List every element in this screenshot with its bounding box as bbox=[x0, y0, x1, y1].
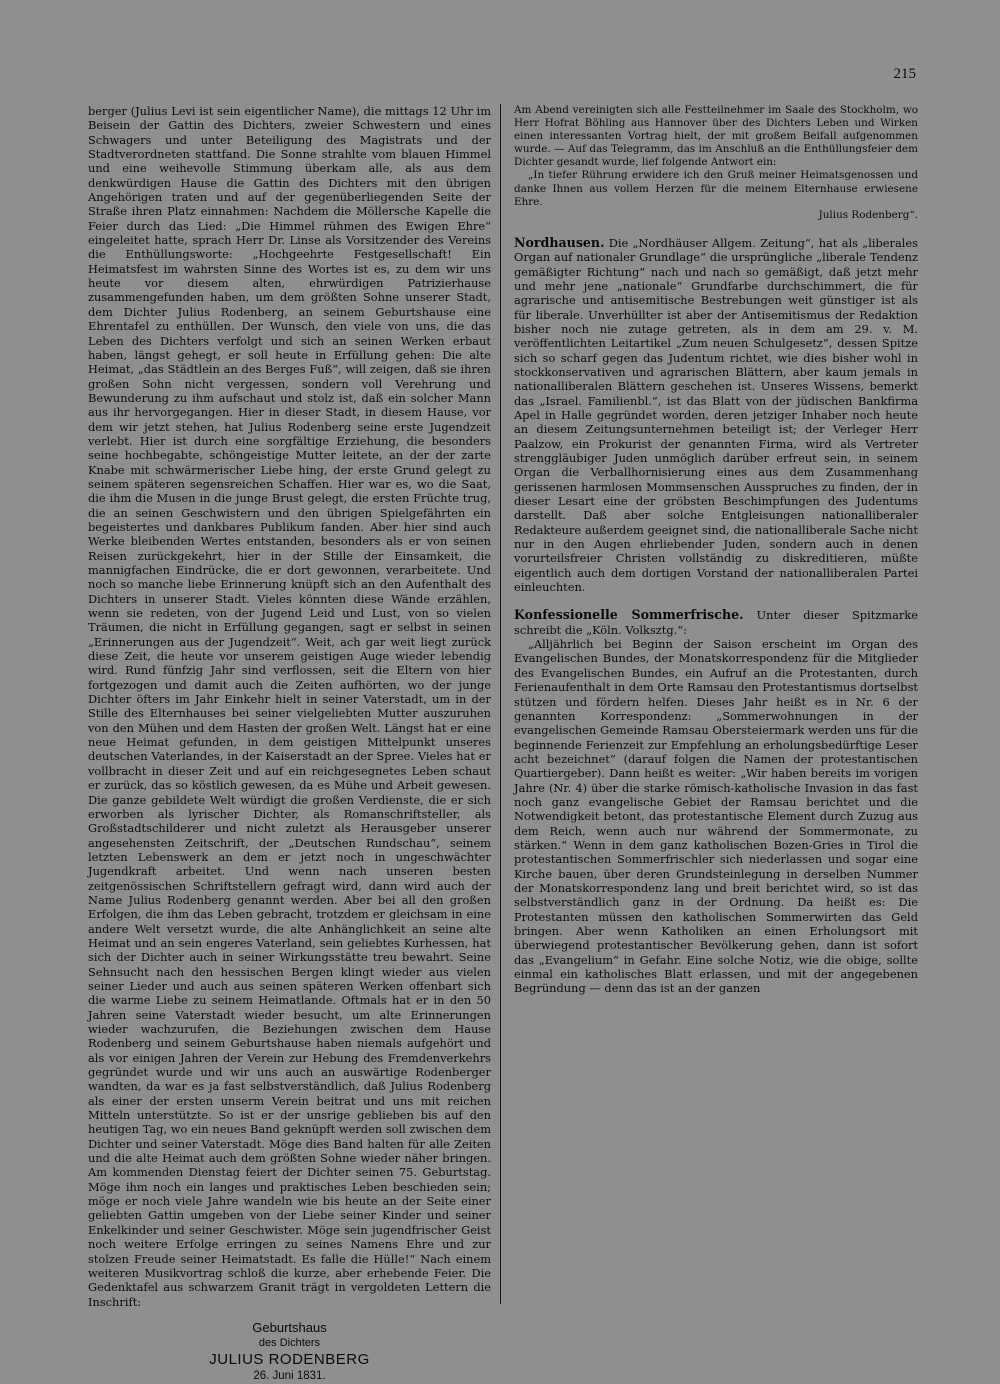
page-number: 215 bbox=[893, 66, 916, 82]
right-column bbox=[514, 104, 918, 996]
plaque-line-of-poet: des Dichters bbox=[258, 1336, 321, 1349]
column-divider bbox=[500, 104, 501, 1304]
sommerfrische-lead: Unter dieser Spitzmarke schreibt die „Köln. Volksztg.“: bbox=[514, 608, 918, 637]
nordhausen-text: Die „Nordhäuser Allgem. Zeitung“, hat als „liberales Organ auf nationaler Grundlage“ die ursprüngliche „liberale Tendenz gemäßigter Richtung“ nach und nach so gemäßigt, daß jetzt mehr und mehr jene „nationale“ Grundfarbe durchschimmert, die für agrarische und antisemitische Bestrebungen weit günstiger ist als für liberale. Unverhüllter ist aber der Antisemitismus der Redaktion bisher noch nie zutage getreten, als in dem am 29. v. M. veröffentlichten Leitartikel „Zum neuen Schulgesetz“, dessen Spitze sich so scharf gegen das Judentum richtet, wie dies bisher wohl in stockkonservativen und agrarischen Blättern, aber kaum jemals in nationalliberalen Blättern geschehen ist. Unseres Wissens, bemerkt das „Israel. Familienbl.“, ist das Blatt von der jüdischen Bankfirma Apel in Halle gegründet worden, deren jetziger Inhaber noch heute an diesem Zeitungsunternehmen beteiligt ist; der Verleger Herr Paalzow, ein Prokurist der genannten Firma, wird als Vertreter strenggläubiger Juden unmöglich darüber erfreut sein, in seinem Organ die Verballhornisierung eines aus dem Zusammenhang gerissenen harmlosen Mommsenschen Ausspruches zu finden, der in dieser Lesart eine der gröbsten Beschimpfungen des Judentums darstellt. Daß aber solche Entgleisungen nationalliberaler Redakteure außerdem geeignet sind, die nationalliberale Sache nicht nur in den Augen ehrliebender Juden, sondern auch in denen vorurteilsfreier Christen vollständig zu diskreditieren, müßte eigentlich auch dem dortigen Vorstand der nationalliberalen Partei einleuchten. bbox=[514, 235, 918, 595]
left-column bbox=[88, 104, 491, 1384]
left-article-text: berger (Julius Levi ist sein eigentlicher Name), die mittags 12 Uhr im Beisein der Gattin des Dichters, zweier Schwestern und eines Schwagers und unter Beteiligung des Magistrats und der Stadtverordneten stattfand. Die Sonne strahlte vom blauen Himmel und eine weihevolle Stimmung überkam alle, als aus dem denkwürdigen Hause die Gattin des Dichters mit den übrigen Angehörigen traten und auf der gegenüberliegenden Seite der Straße ihren Platz einnahmen: Nachdem die Möllersche Kapelle die Feier durch das Lied: „Die Himmel rühmen des Ewigen Ehre“ eingeleitet hatte, sprach Herr Dr. Linse als Vorsitzender des Vereins die Enthüllungsworte: „Hochgeehrte Festgesellschaft! Ein Heimatsfest im wahrsten Sinne des Wortes ist es, zu dem wir uns heute vor diesem alten, ehrwürdigen Patrizierhause zusammengefunden haben, um dem größten Sohne unserer Stadt, dem Dichter Julius Rodenberg, an seinem Geburtshause eine Ehrentafel zu enthüllen. Der Wunsch, den viele von uns, die das Leben des Dichters verfolgt und sich an seinen Werken erbaut haben, längst gehegt, er soll heute in Erfüllung gehen: Die alte Heimat, „das Städtlein an des Berges Fuß“, will zeigen, daß sie ihren großen Sohn nicht vergessen, sondern voll Verehrung und Bewunderung zu ihm aufschaut und stolz ist, daß ein solcher Mann aus ihr hervorgegangen. Hier in dieser Stadt, in diesem Hause, vor dem wir jetzt stehen, hat Julius Rodenberg seine erste Jugendzeit verlebt. Hier ist durch eine sorgfältige Erziehung, die besonders seine hochbegabte, schöngeistige Mutter leitete, an der der zarte Knabe mit schwärmerischer Liebe hing, der erste Grund gelegt zu seinem späteren segensreichen Schaffen. Hier war es, wo die Saat, die ihm die Musen in die junge Brust gelegt, die ersten Früchte trug, die an seinen Geschwistern und den übrigen Spielgefährten ein begeistertes und dankbares Publikum fanden. Aber hier sind auch Werke bleibenden Wertes entstanden, besonders als er von seinen Reisen zurückgekehrt, hier in der Stille der Einsamkeit, die mannigfachen Eindrücke, die er dort gewonnen, verarbeitete. Und noch so manche liebe Erinnerung knüpft sich an den Aufenthalt des Dichters in unserer Stadt. Vieles könnten diese Wände erzählen, wenn sie redeten, von der Jugend Leid und Lust, von so vielen Träumen, die nicht in Erfüllung gegangen, sagt er selbst in seinen „Erinnerungen aus der Jugendzeit“. Weit, ach gar weit liegt zurück diese Zeit, die heute vor unserem geistigen Auge wieder lebendig wird. Rund fünfzig Jahr sind verflossen, seit die Eltern von hier fortgezogen und damit auch die Zeiten aufhörten, wo der junge Dichter öfters im Jahr Einkehr hielt in seiner Vaterstadt, um in der Stille des Elternhauses bei seiner vielgeliebten Mutter auszuruhen von den Mühen und dem Hasten der großen Welt. Längst hat er eine neue Heimat gefunden, in dem geistigen Mittelpunkt unseres deutschen Vaterlandes, in der Kaiserstadt an der Spree. Vieles hat er vollbracht in dieser Zeit und auf ein reichgesegnetes Leben schaut er zurück, das so köstlich gewesen, da es Mühe und Arbeit gewesen. Die ganze gebildete Welt würdigt die großen Verdienste, die er sich erworben als lyrischer Dichter, als Romanschriftsteller, als Großstadtschilderer und nicht zuletzt als Herausgeber unserer angesehensten Zeitschrift, der „Deutschen Rundschau“, seinem letzten Lebenswerk an dem er jetzt noch in ungeschwächter Jugendkraft arbeitet. Und wenn nach unseren besten zeitgenössischen Schriftstellern gefragt wird, dann wird auch der Name Julius Rodenberg genannt werden. Aber bei all den großen Erfolgen, die ihm das Leben gebracht, trotzdem er gleichsam in eine andere Welt versetzt wurde, die alte Anhänglichkeit an seine alte Heimat und an sein engeres Vaterland, sein geliebtes Kurhessen, hat sich der Dichter auch in seiner Wirkungsstätte treu bewahrt. Seine Sehnsucht nach den hessischen Bergen klingt wieder aus vielen seiner Lieder und auch aus seinen späteren Werken offenbart sich die warme Liebe zu seinem Heimatlande. Oftmals hat er in den 50 Jahren seine Vaterstadt wieder besucht, um alte Erinnerungen wieder wachzurufen, die Beziehungen zwischen dem Hause Rodenberg und seinem Geburtshause haben niemals aufgehört und als vor einigen Jahren der Verein zur Hebung des Fremdenverkehrs gegründet wurde und wir uns auch an auswärtige Rodenberger wandten, da war es ja fast selbstverständlich, daß Julius Rodenberg als einer der ersten unserm Verein beitrat und uns mit reichen Mitteln unterstützte. So ist er der unsrige geblieben bis auf den heutigen Tag, wo ein neues Band geknüpft werden soll zwischen dem Dichter und seiner Vaterstadt. Möge dies Band halten für alle Zeiten und die alte Heimat auch dem größten Sohne wieder näher bringen. Am kommenden Dienstag feiert der Dichter seinen 75. Geburtstag. Möge ihm noch ein langes und praktisches Leben beschieden sein; möge er noch viele Jahre wandeln wie bis heute an der Seite einer geliebten Gattin umgeben von der Liebe seiner Kinder und seiner Enkelkinder und seiner Geschwister. Möge sein jugendfrischer Geist noch weitere Erfolge erringen zu seines Namens Ehre und zur stolzen Freude seiner Heimatstadt. Es falle die Hülle!“ Nach einem weiteren Musikvortrag schloß die kurze, aber erhebende Feier. Die Gedenktafel aus schwarzem Granit trägt in vergoldeten Lettern die Inschrift: bbox=[88, 104, 491, 1309]
evening-report-text: Am Abend vereinigten sich alle Festteilnehmer im Saale des Stockholm, wo Herr Hofrat Böhling aus Hannover über des Dichters Leben und Wirken einen interessanten Vortrag hielt, der mit großem Beifall aufgenommen wurde. — Auf das Telegramm, das im Anschluß an die Enthüllungsfeier dem Dichter gesandt wurde, lief folgende Antwort ein: bbox=[514, 104, 918, 169]
sommerfrische-text: „Alljährlich bei Beginn der Saison erscheint im Organ des Evangelischen Bundes, der Monatskorrespondenz für die Mitglieder des Evangelischen Bundes, ein Aufruf an die Protestanten, durch Ferienaufenthalt in dem Orte Ramsau den Protestantismus dortselbst stützen und fördern helfen. Dieses Jahr heißt es in Nr. 6 der genannten Korrespondenz: „Sommerwohnungen in der evangelischen Gemeinde Ramsau Obersteiermark werden uns für die beginnende Ferienzeit zur Empfehlung an erholungsbedürftige Leser acht bezeichnet“ (darauf folgen die Namen der protestantischen Quartiergeber). Dann heißt es weiter: „Wir haben bereits im vorigen Jahre (Nr. 4) über die starke römisch-katholische Invasion in das fast noch ganz evangelische Gebiet der Ramsau berichtet und die Notwendigkeit betont, das protestantische Element durch Zuzug aus dem Reich, wenn auch nur während der Sommermonate, zu stärken.“ Wenn in dem ganz katholischen Bozen-Gries in Tirol die protestantischen Sommerfrischler sich niederlassen und sogar eine Kirche bauen, über deren Grundsteinlegung in derselben Nummer der Monatskorrespondenz lang und breit berichtet wird, so ist das selbstverständlich ganz in der Ordnung. Da heißt es: Die Protestanten müssen den katholischen Sommerwirten das Geld bringen. Aber wenn Katholiken an einen Erholungsort mit überwiegend protestantischer Bevölkerung gehen, dann ist sofort das „Evangelium“ in Gefahr. Eine solche Notiz, wie die obige, sollte einmal ein katholisches Blatt erlassen, und mit der angegebenen Begründung — denn das ist an der ganzen bbox=[514, 637, 918, 996]
telegram-signature: Julius Rodenberg“. bbox=[818, 208, 918, 221]
nordhausen-paragraph bbox=[514, 236, 918, 595]
sommerfrische-lead-paragraph bbox=[514, 608, 918, 637]
nordhausen-heading: Nordhausen. bbox=[514, 234, 605, 250]
plaque-line-name: JULIUS RODENBERG bbox=[209, 1350, 370, 1368]
plaque-line-birthplace: Geburtshaus bbox=[252, 1319, 327, 1335]
telegram-quote: „In tiefer Rührung erwidere ich den Gruß meiner Heimatsgenossen und danke Ihnen aus vollem Herzen für die meinem Elternhause erwiesene Ehre. bbox=[514, 169, 918, 208]
plaque-line-date: 26. Juni 1831. bbox=[253, 1369, 326, 1382]
plaque-inscription bbox=[88, 1319, 491, 1384]
sommerfrische-heading: Konfessionelle Sommerfrische. bbox=[514, 607, 744, 623]
nordhausen-section bbox=[514, 236, 918, 595]
sommerfrische-section bbox=[514, 608, 918, 995]
